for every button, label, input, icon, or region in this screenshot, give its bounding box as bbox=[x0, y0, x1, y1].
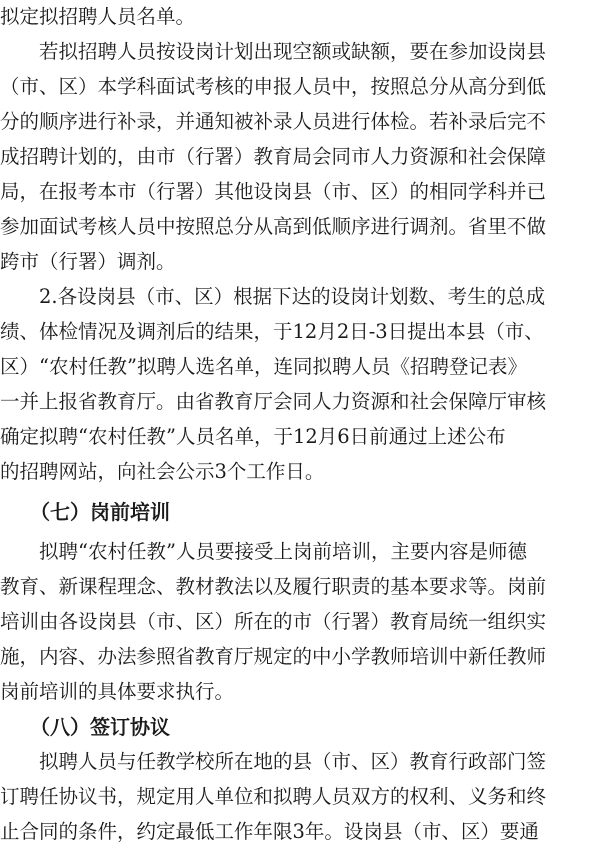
text-line-17: 教育、新课程理念、教材教法以及履行职责的基本要求等。岗前 bbox=[0, 575, 547, 598]
text-line-4: 分的顺序进行补录，并通知被补录人员进行体检。若补录后完不 bbox=[0, 110, 547, 133]
text-line-7: 参加面试考核人员中按照总分从高到低顺序进行调剂。省里不做 bbox=[0, 215, 547, 238]
text-line-9: 2.各设岗县（市、区）根据下达的设岗计划数、考生的总成 bbox=[0, 285, 546, 308]
text-line-8: 跨市（行署）调剂。 bbox=[0, 250, 176, 273]
section-heading-7: （七）岗前培训 bbox=[0, 500, 170, 524]
section-heading-8: （八）签订协议 bbox=[0, 715, 170, 739]
text-line-11: 区）“农村任教”拟聘人选名单，连同拟聘人员《招聘登记表》 bbox=[0, 355, 527, 378]
text-line-19: 施，内容、办法参照省教育厅规定的中小学教师培训中新任教师 bbox=[0, 645, 547, 668]
text-line-20: 岗前培训的具体要求执行。 bbox=[0, 680, 235, 703]
text-line-18: 培训由各设岗县（市、区）所在的市（行署）教育局统一组织实 bbox=[0, 610, 547, 633]
text-line-23: 订聘任协议书，规定用人单位和拟聘人员双方的权利、义务和终 bbox=[0, 785, 547, 808]
text-line-14: 的招聘网站，向社会公示3个工作日。 bbox=[0, 460, 325, 483]
text-line-5: 成招聘计划的，由市（行署）教育局会同市人力资源和社会保障 bbox=[0, 145, 547, 168]
text-line-16: 拟聘“农村任教”人员要接受上岗前培训，主要内容是师德 bbox=[0, 540, 527, 563]
text-line-10: 绩、体检情况及调剂后的结果，于12月2日-3日提出本县（市、 bbox=[0, 320, 544, 343]
text-line-2: 若拟招聘人员按设岗计划出现空额或缺额，要在参加设岗县 bbox=[0, 40, 547, 63]
text-line-3: （市、区）本学科面试考核的申报人员中，按照总分从高分到低 bbox=[0, 75, 547, 98]
text-line-1: 拟定拟招聘人员名单。 bbox=[0, 5, 196, 28]
text-line-13: 确定拟聘“农村任教”人员名单，于12月6日前通过上述公布 bbox=[0, 425, 506, 448]
text-line-22: 拟聘人员与任教学校所在地的县（市、区）教育行政部门签 bbox=[0, 750, 547, 773]
text-line-6: 局，在报考本市（行署）其他设岗县（市、区）的相同学科并已 bbox=[0, 180, 547, 203]
text-line-12: 一并上报省教育厅。由省教育厅会同人力资源和社会保障厅审核 bbox=[0, 390, 547, 413]
text-line-24: 止合同的条件，约定最低工作年限3年。设岗县（市、区）要通 bbox=[0, 820, 539, 843]
